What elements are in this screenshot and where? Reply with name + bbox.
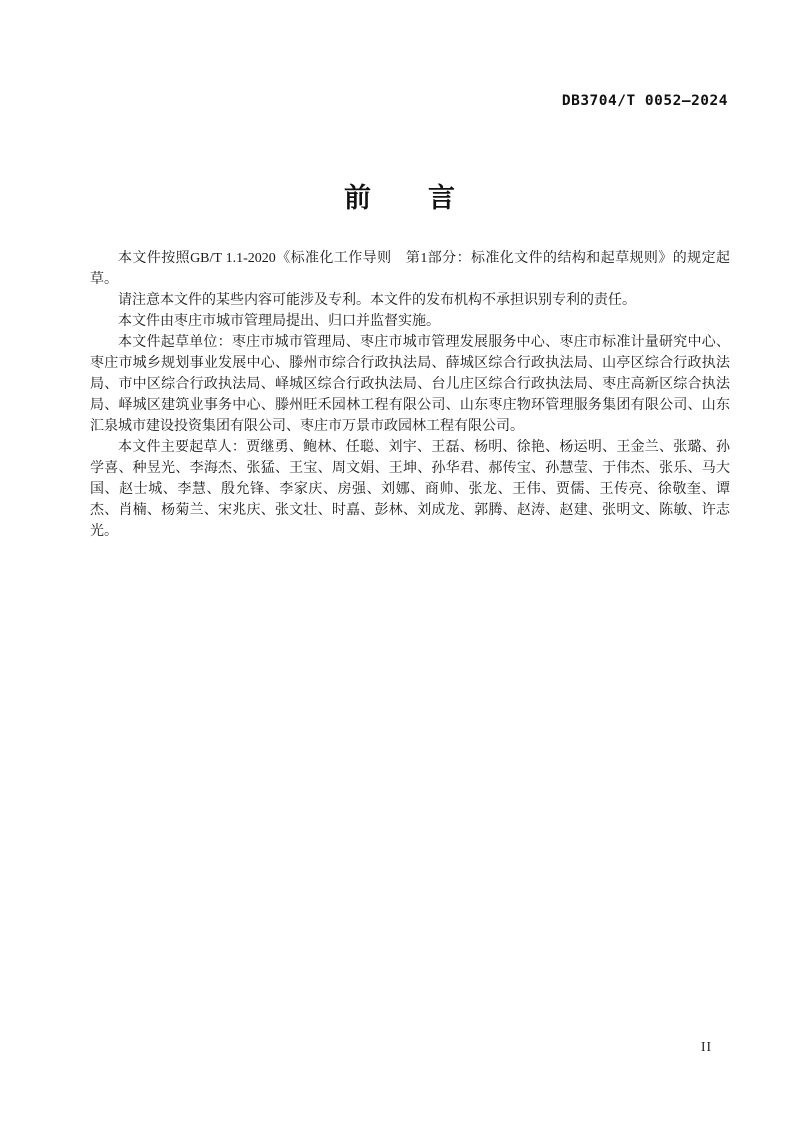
page-title: 前 言 (344, 183, 456, 213)
paragraph-drafting-rules: 本文件按照GB/T 1.1-2020《标准化工作导则 第1部分：标准化文件的结构和起草规则》的规定起草。 (90, 251, 730, 287)
paragraph-patent-notice: 请注意本文件的某些内容可能涉及专利。本文件的发布机构不承担识别专利的责任。 (118, 293, 636, 308)
paragraph-main-drafters: 本文件主要起草人：贾继勇、鲍林、任聪、刘宇、王磊、杨明、徐艳、杨运明、王金兰、张璐、孙学喜、种昱光、李海杰、张猛、王宝、周文娟、王坤、孙华君、郝传宝、孙慧莹、于伟杰、张乐、马大国、赵士城、李慧、殷允锋、李家庆、房强、刘娜、商帅、张龙、王伟、贾儒、王传亮、徐敬奎、谭杰、肖楠、杨菊兰、宋兆庆、张文壮、时嚞、彭林、刘成龙、郭腾、赵涛、赵建、张明文、陈敏、许志光。 (90, 440, 730, 539)
paragraph-drafting-organizations: 本文件起草单位：枣庄市城市管理局、枣庄市城市管理发展服务中心、枣庄市标准计量研究中心、枣庄市城乡规划事业发展中心、滕州市综合行政执法局、薛城区综合行政执法局、山亭区综合行政执法局、市中区综合行政执法局、峄城区综合行政执法局、台儿庄区综合行政执法局、枣庄高新区综合执法局、峄城区建筑业事务中心、滕州旺禾园林工程有限公司、山东枣庄物环管理服务集团有限公司、山东汇泉城市建设投资集团有限公司、枣庄市万景市政园林工程有限公司。 (90, 335, 730, 434)
foreword-body (90, 248, 730, 542)
page-number: II (701, 1039, 712, 1054)
paragraph-proposed-by: 本文件由枣庄市城市管理局提出、归口并监督实施。 (118, 314, 440, 329)
standard-code: DB3704/T 0052—2024 (561, 93, 728, 109)
